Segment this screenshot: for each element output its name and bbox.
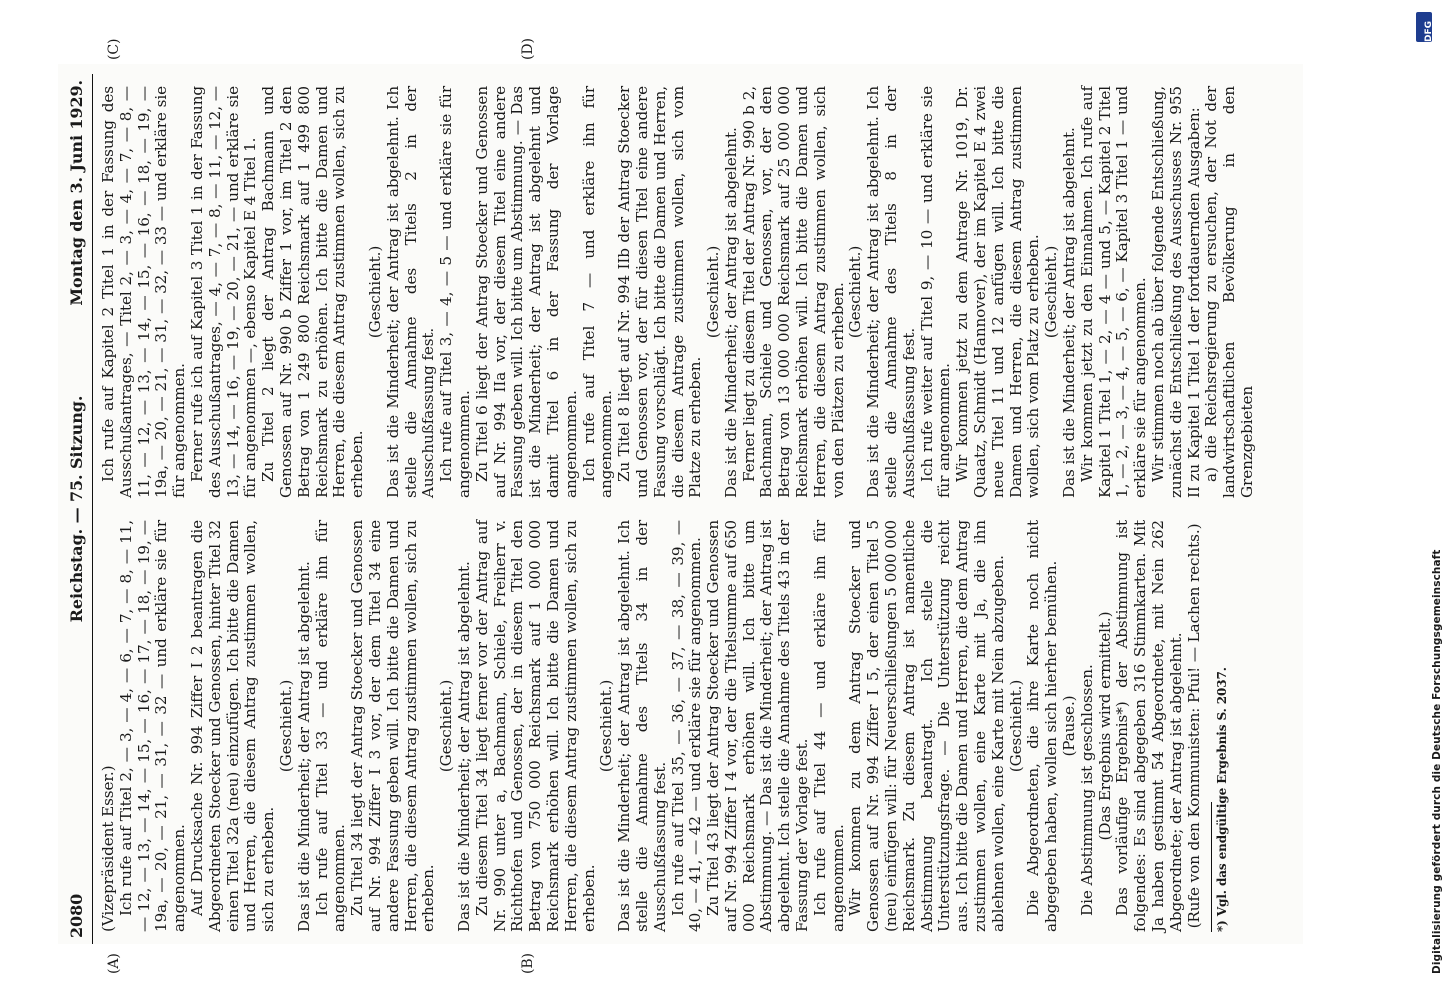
- margin-marker-a: (A): [106, 953, 122, 974]
- paragraph: Zu Titel 43 liegt der Antrag Stoecker und Genossen auf Nr. 994 Ziffer I 4 vor, der die Titelsumme auf 650 000 Reichsmark erhöhen will. Ich bitte um Abstimmung. — Das ist die Minderheit; der Antrag ist abgelehnt. Ich stelle die Annahme des Titels 43 in der Fassung der Vorlage fest.: [704, 520, 812, 932]
- paragraph: Das ist die Minderheit; der Antrag ist abgelehnt. Ich stelle die Annahme des Titels 34 in der Ausschußfassung fest.: [615, 520, 669, 932]
- paragraph: Ich rufe auf Titel 2, — 3, — 4, — 6, — 7, — 8, — 11, — 12, — 13, — 14, — 15, — 16, — 17, — 18, — 19, — 19a, — 20, — 21, — 31, — 32 — und erkläre sie für angenommen.: [116, 520, 189, 932]
- footnote: *) Vgl. das endgültige Ergebnis S. 2037.: [1215, 667, 1230, 932]
- funding-notice: Digitalisierung gefördert durch die Deutsche Forschungsgemeinschaft: [1431, 549, 1443, 974]
- paragraph: a) die Reichsregierung zu ersuchen, der Not der landwirtschaftlichen Bevölkerung in den Grenzgebieten: [1202, 86, 1256, 498]
- paragraph: Das ist die Minderheit; der Antrag ist abgelehnt.: [721, 127, 740, 498]
- paragraph: (Rufe von den Kommunisten: Pfui! — Lachen rechts.): [1184, 523, 1203, 929]
- session-date: Montag den 3. Juni 1929.: [67, 80, 86, 306]
- paragraph: Ich rufe weiter auf Titel 9, — 10 — und erkläre sie für angenommen.: [917, 86, 954, 498]
- paragraph: Zu Titel 8 liegt auf Nr. 994 IIb der Antrag Stoecker und Genossen vor, der für diesen Titel eine andere Fassung vorschlägt. Ich bitte die Damen und Herren, die diesem Antrage zustimmen wollen, sich vom Platze zu erheben.: [615, 86, 705, 498]
- paragraph: (Geschieht.): [365, 245, 384, 339]
- funding-sidebar: [1414, 8, 1443, 978]
- paragraph: Wir stimmen noch ab über folgende Entschließung, zunächst die Entschließung des Ausschusses Nr. 955 II zu Kapitel 1 Titel 1 der fortdauernden Ausgaben:: [1149, 86, 1203, 498]
- paragraph: Das ist die Minderheit; der Antrag ist abgelehnt.: [1060, 127, 1079, 498]
- paragraph: Ich rufe auf Titel 44 — und erkläre ihn für angenommen.: [810, 520, 847, 932]
- margin-marker-d: (D): [520, 38, 536, 60]
- paragraph: Das ist die Minderheit; der Antrag ist abgelehnt. Ich stelle die Annahme des Titels 8 in der Ausschußfassung fest.: [864, 86, 918, 498]
- paragraph: (Geschieht.): [846, 245, 865, 339]
- paragraph: (Das Ergebnis wird ermittelt.): [1095, 611, 1114, 841]
- right-column: [100, 86, 1257, 498]
- paragraph: (Pause.): [1060, 695, 1079, 757]
- paragraph: Das ist die Minderheit; der Antrag ist abgelehnt. Ich stelle die Annahme des Titels 2 in der Ausschußfassung fest.: [383, 86, 438, 498]
- footnote-rule: [1211, 802, 1212, 932]
- paragraph: Ich rufe auf Titel 35, — 36, — 37, — 38, — 39, — 40, — 41, — 42 — und erkläre sie für angenommen.: [668, 520, 705, 932]
- header-rule: [92, 74, 93, 944]
- paragraph: Ich rufe auf Titel 3, — 4, — 5 — und erkläre sie für angenommen.: [437, 86, 473, 498]
- paragraph: Zu Titel 2 liegt der Antrag Bachmann und Genossen auf Nr. 990 b Ziffer 1 vor, im Titel 2 den Betrag von 1 249 800 Reichsmark auf 1 499 800 Reichsmark zu erhöhen. Ich bitte die Damen und Herren, die diesem Antrag zustimmen wollen, sich zu erheben.: [259, 86, 367, 498]
- rotated-document-page: [66, 38, 1306, 974]
- paragraph: Wir kommen zu dem Antrag Stoecker und Genossen auf Nr. 994 Ziffer I 5, der einen Titel 5 (neu) einfügen will: für Neuerschließungen 5 000 000 Reichsmark. Zu diesem Antrag ist namentliche Abstimmung beantragt. Ich stelle die Unterstützungsfrage. — Die Unterstützung reicht aus. Ich bitte die Damen und Herren, die dem Antrag zustimmen wollen, eine Karte mit Ja, die ihn ablehnen wollen, eine Karte mit Nein abzugeben.: [846, 520, 1007, 932]
- paragraph: Wir kommen jetzt zu den Einnahmen. Ich rufe auf Kapitel 1 Titel 1, — 2, — 4 — und 5, — Kapitel 2 Titel 1, — 2, — 3, — 4, — 5, — 6, — Kapitel 3 Titel 1 — und erkläre sie für angenommen.: [1077, 86, 1150, 498]
- paragraph: (Geschieht.): [597, 679, 616, 773]
- paragraph: Ich rufe auf Titel 7 — und erkläre ihn für angenommen.: [579, 86, 616, 498]
- paragraph: Zu diesem Titel 34 liegt ferner vor der Antrag auf Nr. 990 unter a, Bachmann, Schiele, Freiherr v. Richthofen und Genossen, der in diesem Titel den Betrag von 750 000 Reichsmark auf 1 000 000 Reichsmark erhöhen will. Ich bitte die Damen und Herren, die diesem Antrag zustimmen wollen, sich zu erheben.: [472, 520, 598, 932]
- paragraph: (Geschieht.): [276, 679, 295, 773]
- paragraph: Das ist die Minderheit; der Antrag ist abgelehnt.: [294, 561, 313, 932]
- paragraph: Ich rufe auf Kapitel 2 Titel 1 in der Fassung des Ausschußantrages, — Titel 2, — 3, — 4, — 7, — 8, — 11, — 12, — 13, — 14, — 15, — 16, — 18, — 19, — 19a, — 20, — 21, — 31, — 32, — 33 — und erkläre sie für angenommen.: [99, 86, 189, 498]
- page-header: [66, 74, 90, 944]
- paragraph: Zu Titel 34 liegt der Antrag Stoecker und Genossen auf Nr. 994 Ziffer I 3 vor, der dem Titel 34 eine andere Fassung geben will. Ich bitte die Damen und Herren, die diesem Antrag zustimmen wollen, sich zu erheben.: [348, 520, 438, 932]
- paragraph: Das ist die Minderheit; der Antrag ist abgelehnt.: [454, 561, 473, 932]
- paragraph: Wir kommen jetzt zu dem Antrage Nr. 1019, Dr. Quaatz, Schmidt (Hannover), der im Kapitel E 4 zwei neue Titel 11 und 12 anfügen will. Ich bitte die Damen und Herren, die diesem Antrag zustimmen wollen, sich vom Platz zu erheben.: [953, 86, 1043, 498]
- session-title: Reichstag. — 75. Sitzung.: [67, 395, 86, 623]
- margin-marker-c: (C): [106, 38, 122, 60]
- paragraph: Ferner liegt zu diesem Titel der Antrag Nr. 990 b 2, Bachmann, Schiele und Genossen, vor, der den Betrag von 13 000 000 Reichsmark auf 25 000 000 Reichsmark erhöhen will. Ich bitte die Damen und Herren, die diesem Antrag zustimmen wollen, sich von den Plätzen zu erheben.: [739, 86, 847, 498]
- left-column: [100, 520, 1232, 932]
- dfg-logo: [1416, 12, 1432, 42]
- dfg-logo-text: DFG: [1424, 20, 1434, 42]
- paragraph: Das vorläufige Ergebnis*) der Abstimmung ist folgendes: Es sind abgegeben 316 Stimmkarten. Mit Ja haben gestimmt 54 Abgeordnete, mit Nein 262 Abgeordnete; der Antrag ist abgelehnt.: [1113, 520, 1185, 932]
- paragraph: Auf Drucksache Nr. 994 Ziffer I 2 beantragen die Abgeordneten Stoecker und Genossen, hinter Titel 32 einen Titel 32a (neu) einzufügen. Ich bitte die Damen und Herren, die diesem Antrag zustimmen wollen, sich zu erheben.: [187, 520, 278, 932]
- paragraph: Die Abstimmung ist geschlossen.: [1077, 664, 1096, 916]
- paragraph: Die Abgeordneten, die ihre Karte noch nicht abgegeben haben, wollen sich hierher bemühen.: [1024, 520, 1061, 932]
- paragraph: (Geschieht.): [437, 679, 456, 773]
- paragraph: Zu Titel 6 liegt der Antrag Stoecker und Genossen auf Nr. 994 IIa vor, der diesem Titel eine andere Fassung geben will. Ich bitte um Abstimmung. — Das ist die Minderheit; der Antrag ist abgelehnt und damit Titel 6 in der Fassung der Vorlage angenommen.: [472, 86, 580, 498]
- paragraph: (Geschieht.): [704, 245, 723, 339]
- page-number: 2080: [67, 893, 86, 938]
- paragraph: (Geschieht.): [1042, 245, 1061, 339]
- paragraph: Ferner rufe ich auf Kapitel 3 Titel 1 in der Fassung des Ausschußantrages, — 4, — 7, — 8, — 11, — 12, — 13, — 14, — 16, — 19, — 20, — 21, — und erkläre sie für angenommen —, ebenso Kapitel E 4 Titel 1.: [187, 86, 260, 498]
- margin-marker-b: (B): [520, 953, 536, 974]
- paragraph: Ich rufe auf Titel 33 — und erkläre ihn für angenommen.: [312, 520, 349, 932]
- paragraph: (Geschieht.): [1006, 679, 1025, 773]
- paragraph: (Vizepräsident Esser.): [99, 765, 117, 932]
